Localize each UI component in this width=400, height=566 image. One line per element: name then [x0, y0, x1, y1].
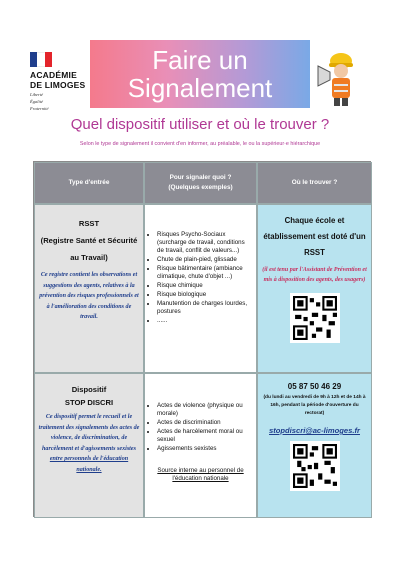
stopdiscri-email-link[interactable]: stopdiscri@ac-limoges.fr	[269, 426, 360, 435]
rsst-location-note: (il est tenu par l'Assistant de Prévention et mis à disposition des agents, des usagers)	[262, 267, 367, 283]
rsst-examples-cell	[144, 204, 257, 373]
list-item: • Risque bâtimentaire (ambiance climatique, chute d'objet ...)	[157, 265, 253, 281]
list-item: • ......	[157, 317, 253, 325]
stopdiscri-phone[interactable]: 05 87 50 46 29	[287, 382, 342, 391]
rsst-examples-list	[148, 231, 253, 325]
rsst-location-cell	[257, 204, 372, 373]
banner-line1: Faire un	[152, 45, 248, 75]
title-banner	[90, 40, 310, 108]
header-type	[34, 162, 144, 204]
header-quoi	[144, 162, 257, 204]
header-type-label: Type d'entrée	[68, 179, 110, 186]
list-item: • Chute de plain-pied, glissade	[157, 256, 253, 264]
rsst-description: Ce registre contient les observations et suggestions des agents, relatives à la prévention des risques professionnels et à l'amélioration des conditions de travail.	[39, 272, 139, 320]
stopdiscri-examples-list	[148, 402, 253, 453]
stopdiscri-location-cell	[257, 373, 372, 518]
list-item: • Risque biologique	[157, 291, 253, 299]
stopdiscri-subtitle: STOP DISCRI	[64, 398, 114, 407]
rsst-type-cell	[34, 204, 144, 373]
list-item: • Risques Psycho-Sociaux (surcharge de travail, conditions de travail, conflit de valeurs...)	[157, 231, 253, 255]
stopdiscri-type-cell	[34, 373, 144, 518]
stopdiscri-description-underlined: entre personnels de l'éducation nationale.	[49, 456, 129, 473]
logo-motto-2: Égalité	[30, 99, 43, 104]
marianne-flag-icon	[30, 52, 52, 67]
list-item: • Actes de discrimination	[157, 419, 253, 427]
list-item: • Agissements sexistes	[157, 445, 253, 453]
list-item: • Risque chimique	[157, 282, 253, 290]
signalement-table	[33, 161, 371, 517]
rsst-title: RSST	[78, 219, 100, 228]
logo-motto-1: Liberté	[30, 92, 43, 97]
stopdiscri-title: Dispositif	[71, 385, 107, 394]
qr-code-icon	[290, 293, 340, 343]
qr-code-icon	[290, 441, 340, 491]
list-item: • Actes de violence (physique ou morale)	[157, 402, 253, 418]
logo-line1: ACADÉMIE	[30, 70, 77, 80]
worker-with-megaphone-icon	[316, 44, 366, 106]
header-ou	[257, 162, 372, 204]
academie-logo	[30, 52, 90, 111]
stopdiscri-source: Source interne au personnel de l'éducation nationale	[157, 467, 244, 482]
header-quoi-line2: (Quelques exemples)	[168, 184, 233, 191]
list-item: • Manutention de charges lourdes, postures	[157, 300, 253, 316]
stopdiscri-examples-cell	[144, 373, 257, 518]
logo-line2: DE LIMOGES	[30, 80, 86, 90]
stopdiscri-description-main: Ce dispositif permet le recueil et le traitement des signalements des actes de violence, de discrimination, de harcèlement et d'agissements sexistes	[38, 414, 140, 452]
page-subheading: Selon le type de signalement il convient d'en informer, au préalable, le ou la supérieur·e hiérarchique	[79, 141, 321, 147]
logo-motto-3: Fraternité	[30, 106, 49, 111]
stopdiscri-description	[38, 412, 140, 475]
banner-line2: Signalement	[127, 73, 273, 103]
header-ou-label: Où le trouver ?	[291, 179, 338, 186]
stopdiscri-hours: (du lundi au vendredi de 9h à 12h et de 14h à 16h, pendant la période d'ouverture du rectorat)	[263, 395, 366, 416]
header-quoi-line1: Pour signaler quoi ?	[169, 174, 232, 181]
rsst-location-title: Chaque école et établissement est doté d'un RSST	[263, 216, 366, 257]
list-item: • Actes de harcèlement moral ou sexuel	[157, 428, 253, 444]
page-heading: Quel dispositif utiliser et où le trouver ?	[70, 116, 330, 133]
rsst-subtitle: (Registre Santé et Sécurité au Travail)	[40, 236, 138, 262]
